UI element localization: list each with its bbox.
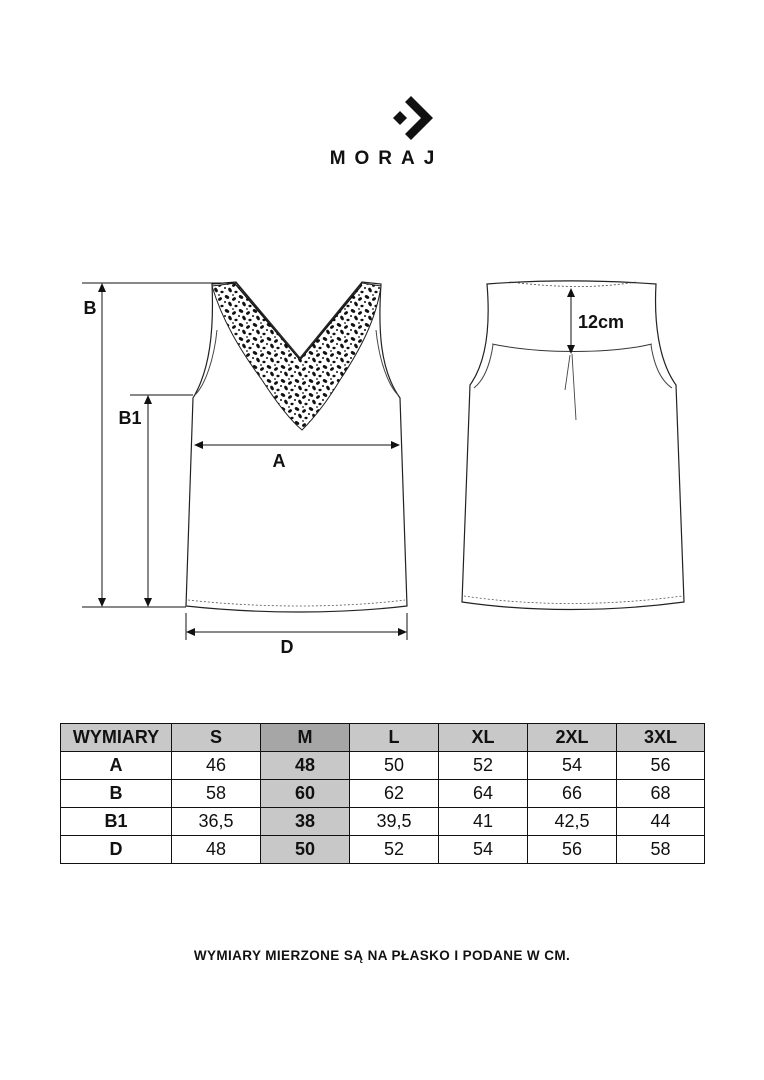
table-cell: 58 xyxy=(617,836,705,864)
back-garment xyxy=(462,281,684,610)
table-cell: 54 xyxy=(439,836,528,864)
table-cell: 41 xyxy=(439,808,528,836)
table-cell: 66 xyxy=(528,780,617,808)
front-garment xyxy=(186,282,407,612)
table-cell: 62 xyxy=(350,780,439,808)
label-b1: B1 xyxy=(118,408,142,428)
table-cell: 48 xyxy=(172,836,261,864)
header-size: S xyxy=(172,724,261,752)
brand-name: MORAJ xyxy=(329,148,444,169)
garment-technical-drawing xyxy=(0,260,764,660)
label-yoke-12cm: 12cm xyxy=(578,312,625,332)
header-size: 2XL xyxy=(528,724,617,752)
row-label: B1 xyxy=(61,808,172,836)
table-cell: 52 xyxy=(439,752,528,780)
table-cell: 52 xyxy=(350,836,439,864)
table-cell-highlighted: 38 xyxy=(261,808,350,836)
table-cell: 44 xyxy=(617,808,705,836)
table-cell: 56 xyxy=(528,836,617,864)
brand-logo xyxy=(0,92,764,182)
row-label: D xyxy=(61,836,172,864)
table-row xyxy=(61,780,705,808)
table-cell: 56 xyxy=(617,752,705,780)
table-cell: 68 xyxy=(617,780,705,808)
table-cell: 64 xyxy=(439,780,528,808)
table-cell: 58 xyxy=(172,780,261,808)
table-row xyxy=(61,752,705,780)
label-b: B xyxy=(83,298,97,318)
table-cell-highlighted: 60 xyxy=(261,780,350,808)
row-label: A xyxy=(61,752,172,780)
size-chart-table xyxy=(60,723,705,864)
table-row xyxy=(61,836,705,864)
table-cell-highlighted: 50 xyxy=(261,836,350,864)
table-cell: 46 xyxy=(172,752,261,780)
label-d: D xyxy=(280,637,294,657)
table-cell: 36,5 xyxy=(172,808,261,836)
moraj-diamond-logo-icon xyxy=(393,96,437,140)
table-cell: 54 xyxy=(528,752,617,780)
table-cell: 39,5 xyxy=(350,808,439,836)
table-cell-highlighted: 48 xyxy=(261,752,350,780)
header-size: 3XL xyxy=(617,724,705,752)
header-size-highlighted: M xyxy=(261,724,350,752)
label-a: A xyxy=(272,451,286,471)
row-label: B xyxy=(61,780,172,808)
header-size: L xyxy=(350,724,439,752)
header-wymiary: WYMIARY xyxy=(61,724,172,752)
table-header-row xyxy=(61,724,705,752)
table-row xyxy=(61,808,705,836)
header-size: XL xyxy=(439,724,528,752)
table-cell: 42,5 xyxy=(528,808,617,836)
table-cell: 50 xyxy=(350,752,439,780)
measurement-footnote: WYMIARY MIERZONE SĄ NA PŁASKO I PODANE W CM. xyxy=(193,948,571,963)
